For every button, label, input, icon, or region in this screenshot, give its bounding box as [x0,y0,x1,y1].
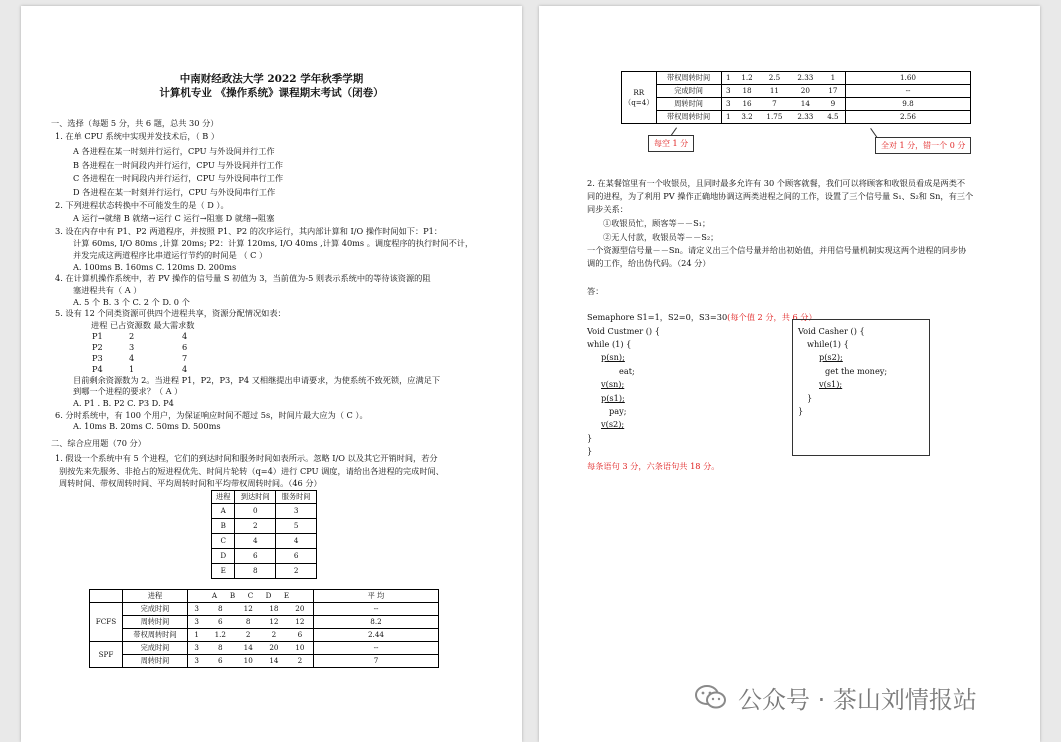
avg-cell: 9.8 [846,98,971,111]
q5-text-3: 到哪一个进程的要求？（ A ） [73,386,183,396]
table-cell: 2 [235,629,261,642]
problem2-text-4: 一个资源型信号量－－Sn。请定义出三个信号量并给出初始值，并用信号量机制实现这两个进程的同步协 [587,245,967,255]
process-table [211,490,317,579]
table-cell: 6 [205,655,235,668]
table-cell: 2 [276,564,317,579]
table-cell: A [212,504,235,519]
table-row [212,549,317,564]
scheduling-result-table [89,589,439,668]
avg-cell: 8.2 [314,616,439,629]
table-header: A [211,591,218,600]
table-cell: 11 [759,85,790,98]
table-cell: 6 [235,549,276,564]
table-row [90,616,439,629]
code-line: while (1) { [587,339,632,349]
answer-label: 答： [587,286,604,296]
table-cell: 3 [188,655,206,668]
table-cell: B [212,519,235,534]
table-cell: 3 [276,504,317,519]
semaphore-decl [587,312,817,322]
code-line: while(1) { [807,339,849,349]
table-cell: D [212,549,235,564]
table-cell: 20 [261,642,287,655]
table-cell: 12 [261,616,287,629]
q5-row-m: 7 [182,353,188,363]
avg-cell: -- [846,85,971,98]
table-cell: 6 [205,616,235,629]
problem2-text-2: 同的进程，为了利用 PV 操作正确地协调这两类进程之间的工作，设置了三个信号量 S₁、S₂和 Sn，有三个 [587,191,974,201]
code-line: eat; [619,366,635,376]
problem1-text-3: 周转时间、带权周转时间、平均周转时间和平均带权周转时间。（46 分） [59,478,322,488]
table-cell: 8 [235,564,276,579]
table-header: 进程 [123,590,188,603]
row-label: 周转时间 [123,616,188,629]
q5-text: 5. 设有 12 个同类资源可供四个进程共享，资源分配情况如表： [55,308,286,318]
q6-text: 6. 分时系统中，有 100 个用户，为保证响应时间不超过 5s，时间片最大应为（ C ）。 [55,410,368,420]
table-cell: 6 [276,549,317,564]
q5-row-m: 6 [182,342,188,352]
table-header: 进程 [212,491,235,504]
table-row [212,504,317,519]
table-cell: 1.75 [759,111,790,124]
q3-text-1: 3. 设在内存中有 P1、P2 两道程序，并按照 P1、P2 的次序运行，其内部计算和 I/O 操作时间如下：P1： [55,226,443,236]
q3-text-3: 并发完成这两道程序比串道运行节约的时间是 （ C ） [73,250,268,260]
table-cell: 20 [287,603,314,616]
table-cell: 4.5 [821,111,846,124]
avg-cell: -- [314,603,439,616]
row-label: 完成时间 [123,642,188,655]
table-cell: 1 [721,72,735,85]
q2-options: A 运行→就绪 B 就绪→运行 C 运行→阻塞 D 就绪→阻塞 [73,213,275,223]
q4-options: A. 5 个 B. 3 个 C. 2 个 D. 0 个 [73,297,190,307]
q3-options: A. 100ms B. 160ms C. 120ms D. 200ms [73,262,237,272]
q2-text: 2. 下列进程状态转换中不可能发生的是（ D ）。 [55,200,229,210]
code-line: } [807,393,813,403]
q6-options: A. 10ms B. 20ms C. 50ms D. 500ms [73,421,221,431]
table-row [622,111,971,124]
avg-cell: 7 [314,655,439,668]
table-row [622,72,971,85]
score-callout-1: 每空 1 分 [648,135,694,152]
table-cell: 14 [790,98,821,111]
table-row [212,519,317,534]
table-cell: 3 [721,85,735,98]
table-cell: E [212,564,235,579]
row-label: 完成时间 [656,85,721,98]
avg-cell: 2.44 [314,629,439,642]
score-callout-2: 全对 1 分，错一个 0 分 [875,137,971,154]
table-cell: 0 [235,504,276,519]
table-cell: 8 [205,603,235,616]
table-cell: 2 [287,655,314,668]
row-label: 完成时间 [123,603,188,616]
row-label: 带权周转时间 [656,111,721,124]
q1-option-d: D 各进程在某一时刻并行运行，CPU 与外设间串行工作 [73,187,276,197]
table-row [622,98,971,111]
q5-row-p: P4 [92,364,103,374]
problem1-text-2: 别按先来先服务、非抢占的短进程优先、时间片轮转（q=4）进行 CPU 调度，请给出各进程的完成时间、 [59,466,444,476]
q5-row-m: 4 [182,331,188,341]
table-cell: 17 [821,85,846,98]
table-cell: 12 [287,616,314,629]
table-header: B [229,591,236,600]
row-label: 周转时间 [123,655,188,668]
table-cell: 6 [287,629,314,642]
table-row [212,564,317,579]
q5-options: A. P1 . B. P2 C. P3 D. P4 [73,398,174,408]
table-cell: 16 [735,98,759,111]
q5-row-a: 3 [129,342,135,352]
code-line: v(s1); [819,379,843,389]
table-cell: 8 [205,642,235,655]
avg-cell: -- [314,642,439,655]
avg-cell: 1.60 [846,72,971,85]
spf-label: SPF [90,642,123,668]
q5-row-p: P2 [92,342,103,352]
semaphore-score-note: (每个值 2 分，共 6 分） [727,312,817,322]
q4-text-1: 4. 在计算机操作系统中，若 PV 操作的信号量 S 初值为 3，当前值为-5 则表示系统中的等待该资源的阻 [55,273,431,283]
code-line: } [587,433,593,443]
table-cell: 2.33 [790,111,821,124]
code-line: p(s2); [819,352,843,362]
exam-title-line2: 计算机专业 《操作系统》课程期末考试（闭卷） [159,87,384,99]
wechat-icon [694,684,728,710]
row-label: 带权周转时间 [656,72,721,85]
q5-row-a: 4 [129,353,135,363]
problem2-relation-2: ②无人付款，收银员等－－S₂； [603,232,719,242]
row-label: 周转时间 [656,98,721,111]
table-cell: 3 [188,616,206,629]
exam-title-line1: 中南财经政法大学 2022 学年秋季学期 [179,73,364,85]
table-cell: 2 [261,629,287,642]
section1-heading: 一、选择（每题 5 分，共 6 题，总共 30 分） [51,118,219,128]
table-header: 平 均 [314,590,439,603]
table-header: C [247,591,254,600]
table-cell: 4 [276,534,317,549]
table-cell: 12 [235,603,261,616]
q5-text-2: 目前剩余资源数为 2。当进程 P1，P2，P3，P4 又相继提出申请要求，为使系统不致死锁，应满足下 [73,375,441,385]
table-row [90,603,439,616]
table-cell: 10 [235,655,261,668]
q1-text: 1. 在单 CPU 系统中实现并发技术后，（ B ） [55,131,220,141]
table-cell: 1.2 [735,72,759,85]
code-line: pay; [609,406,627,416]
table-cell: 3 [721,98,735,111]
table-cell: 2.5 [759,72,790,85]
table-cell: 14 [261,655,287,668]
table-cell: 3.2 [735,111,759,124]
code-line: p(s1); [601,393,625,403]
q5-table-header: 进程 已占资源数 最大需求数 [91,320,195,330]
table-header: 服务时间 [276,491,317,504]
code-line: } [587,446,593,456]
code-line: get the money; [825,366,888,376]
code-line: Void Custmer () { [587,326,660,336]
rr-result-table [621,71,971,124]
q3-text-2: 计算 60ms, I/O 80ms ,计算 20ms; P2：计算 120ms, I/O 40ms ,计算 40ms 。调度程序的执行时间不计， [73,238,474,248]
q1-option-b: B 各进程在一时间段内并行运行，CPU 与外设间并行工作 [73,160,283,170]
table-cell: 2.33 [790,72,821,85]
table-cell: 18 [261,603,287,616]
q5-row-p: P1 [92,331,103,341]
table-cell: 1.2 [205,629,235,642]
code-line: Void Casher () { [798,326,865,336]
table-cell: 1 [821,72,846,85]
q5-row-m: 4 [182,364,188,374]
problem1-text-1: 1. 假设一个系统中有 5 个进程，它们的到达时间和服务时间如表所示。忽略 I/O 以及其它开销时间，若分 [55,453,438,463]
table-row [90,655,439,668]
table-cell: 1 [721,111,735,124]
table-cell: 7 [759,98,790,111]
fcfs-label: FCFS [90,603,123,642]
table-cell: 4 [235,534,276,549]
q1-option-c: C 各进程在一时间段内并行运行，CPU 与外设间串行工作 [73,173,284,183]
table-cell: 8 [235,616,261,629]
problem2-relation-1: ①收银员忙，顾客等－－S₁； [603,218,711,228]
q5-row-p: P3 [92,353,103,363]
q1-option-a: A 各进程在某一时刻并行运行，CPU 与外设间并行工作 [73,146,275,156]
table-cell: 20 [790,85,821,98]
table-cell: 9 [821,98,846,111]
table-cell: 14 [235,642,261,655]
avg-cell: 2.56 [846,111,971,124]
table-cell: 3 [188,642,206,655]
rr-label: RR （q=4） [622,72,657,124]
semaphore-values: Semaphore S1=1，S2=0，S3=30 [587,312,728,322]
table-cell: 10 [287,642,314,655]
watermark-text: 公众号 · 茶山刘情报站 [738,686,977,714]
problem2-text-1: 2. 在某餐馆里有一个收银员，且同时最多允许有 30 个顾客就餐，我们可以将顾客和收银员看成是两类不 [587,178,966,188]
table-row [622,85,971,98]
section2-heading: 二、综合应用题（70 分） [51,438,146,448]
table-header: D [265,591,272,600]
table-cell: 1 [188,629,206,642]
code-line: p(sn); [601,352,625,362]
table-cell: 18 [735,85,759,98]
q5-row-a: 1 [129,364,135,374]
exam-page-right [539,6,1040,742]
exam-page-left [21,6,522,742]
table-row [90,642,439,655]
table-header: E [283,591,290,600]
table-cell: 2 [235,519,276,534]
problem2-text-5: 调的工作，给出伪代码。（24 分） [587,258,711,268]
q4-text-2: 塞进程共有（ A ） [73,285,142,295]
problem2-text-3: 同步关系： [587,204,628,214]
table-row [212,534,317,549]
row-label: 带权周转时间 [123,629,188,642]
table-cell: 5 [276,519,317,534]
code-score-note: 每条语句 3 分，六条语句共 18 分。 [587,461,720,471]
code-line: v(sn); [601,379,625,389]
table-cell: C [212,534,235,549]
code-line: } [798,406,804,416]
q5-row-a: 2 [129,331,135,341]
table-row [90,629,439,642]
table-cell: 3 [188,603,206,616]
table-header: 到达时间 [235,491,276,504]
code-line: v(s2); [601,419,625,429]
